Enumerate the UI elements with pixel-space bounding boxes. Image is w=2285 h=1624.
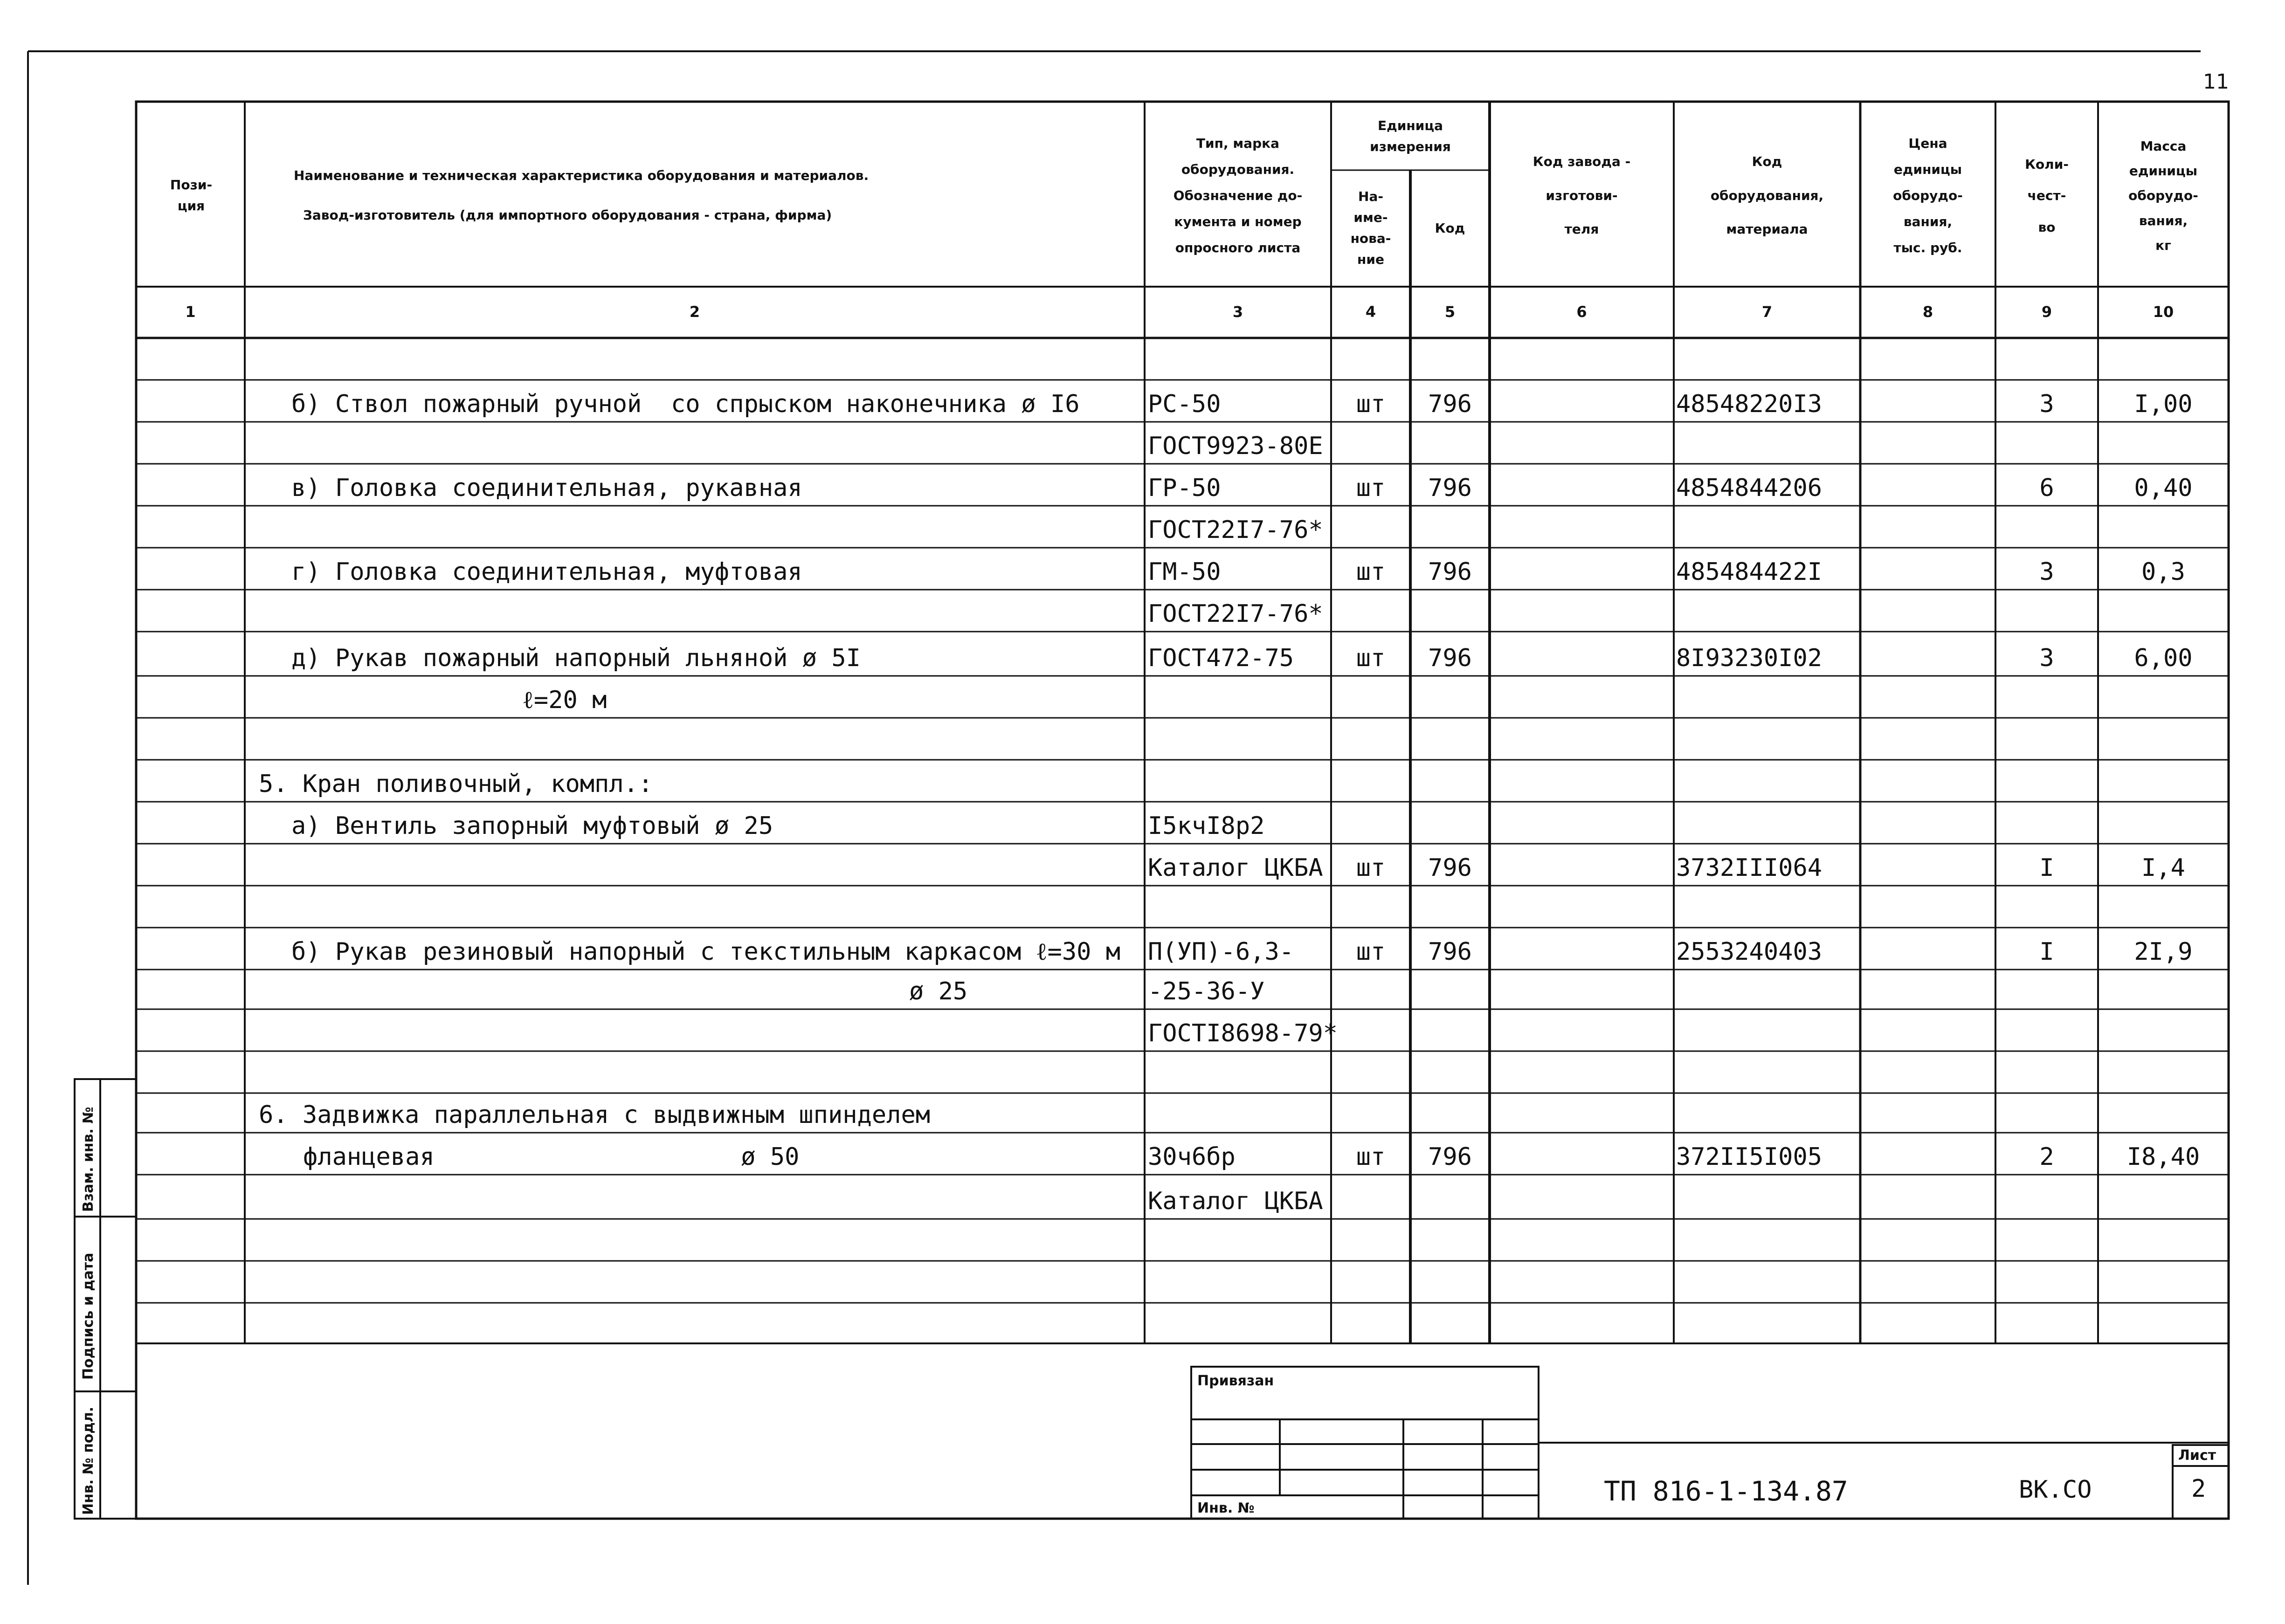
cell-c7-row-7: 8I93230I02 [1676,644,1822,672]
cell-c9-row-14: I [2039,938,2054,966]
header-unit-group: Единица измерения [1370,117,1451,154]
cell-c3-row-16: ГОСТI8698-79* [1148,1019,1338,1047]
cell-c5-row-12: 796 [1428,854,1472,882]
cell-c10-row-19: I8,40 [2126,1143,2200,1171]
cell-c2-row-14: б) Рукав резиновый напорный с текстильным каркасом ℓ=30 м [291,938,1121,966]
cell-c5-row-3: 796 [1428,474,1472,502]
header-factory-code: Код завода - изготови- теля [1533,153,1631,237]
cell-c10-row-7: 6,00 [2134,644,2193,672]
cell-c10-row-5: 0,3 [2141,558,2185,586]
header-equipment-code: Код оборудования, материала [1710,153,1824,237]
cell-c2-row-19: фланцевая ø 50 [303,1143,800,1171]
col-number-5: 5 [1444,303,1456,321]
cell-c3-row-3: ГР-50 [1148,474,1221,502]
cell-c5-row-7: 796 [1428,644,1472,672]
col-number-1: 1 [185,303,196,321]
cell-c5-row-19: 796 [1428,1143,1472,1171]
cell-c5-row-1: 796 [1428,390,1472,418]
cell-c2-row-1: б) Ствол пожарный ручной со спрыском наконечника ø I6 [291,390,1080,418]
cell-c2-row-18: 6. Задвижка параллельная с выдвижным шпинделем [259,1101,931,1129]
header-unit-name: На- име- нова- ние [1350,189,1391,267]
cell-c7-row-19: 372II5I005 [1676,1143,1822,1171]
col-number-6: 6 [1576,303,1587,321]
col-number-2: 2 [689,303,700,321]
cell-c10-row-14: 2I,9 [2134,938,2193,966]
cell-c7-row-3: 4854844206 [1676,474,1822,502]
cell-c2-row-8: ℓ=20 м [522,686,607,714]
stamp-privyazan: Привязан [1197,1373,1274,1389]
cell-c4-row-1: шт [1356,390,1386,418]
header-quantity: Коли- чест- во [2025,157,2069,235]
stamp-inv-no: Инв. № [1197,1500,1255,1516]
cell-c3-row-19: 30ч6бр [1148,1143,1236,1171]
sidebar-inv-podl: Инв. № подл. [80,1406,97,1515]
cell-c3-row-7: ГОСТ472-75 [1148,644,1294,672]
header-position: Пози- ция [170,177,213,213]
header-name: Наименование и техническая характеристика оборудования и материалов. Завод-изготовитель (для импортного оборудования - страна, фирма) [294,168,869,223]
col-number-3: 3 [1232,303,1243,321]
cell-c4-row-7: шт [1356,644,1386,672]
cell-c2-row-11: а) Вентиль запорный муфтовый ø 25 [291,812,773,840]
col-number-9: 9 [2041,303,2052,321]
col-number-10: 10 [2153,303,2174,321]
cell-c9-row-3: 6 [2039,474,2054,502]
stamp-sheet-label: Лист [2178,1447,2216,1464]
cell-c5-row-14: 796 [1428,938,1472,966]
cell-c3-row-2: ГОСТ9923-80Е [1148,432,1323,460]
cell-c3-row-15: -25-36-У [1148,977,1265,1005]
cell-c2-row-10: 5. Кран поливочный, компл.: [259,770,653,798]
stamp-sheet-number: 2 [2191,1475,2206,1503]
cell-c2-row-15: ø 25 [909,977,968,1005]
cell-c4-row-3: шт [1356,474,1386,502]
corner-mark: 11 [2203,70,2229,94]
cell-c9-row-7: 3 [2039,644,2054,672]
cell-c3-row-4: ГОСТ22I7-76* [1148,516,1323,544]
cell-c7-row-12: 3732III064 [1676,854,1822,882]
cell-c4-row-19: шт [1356,1143,1386,1171]
cell-c10-row-3: 0,40 [2134,474,2193,502]
cell-c9-row-1: 3 [2039,390,2054,418]
cell-c3-row-12: Каталог ЦКБА [1148,854,1323,882]
cell-c5-row-5: 796 [1428,558,1472,586]
cell-c7-row-14: 2553240403 [1676,938,1822,966]
cell-c2-row-7: д) Рукав пожарный напорный льняной ø 5I [291,644,861,672]
cell-c2-row-5: г) Головка соединительная, муфтовая [291,558,802,586]
cell-c10-row-12: I,4 [2141,854,2185,882]
header-mass: Масса единицы оборудо- вания, кг [2128,138,2198,253]
cell-c4-row-12: шт [1356,854,1386,882]
header-unit-code: Код [1435,220,1465,236]
cell-c10-row-1: I,00 [2134,390,2193,418]
col-number-4: 4 [1365,303,1376,321]
cell-c3-row-5: ГМ-50 [1148,558,1221,586]
cell-c3-row-14: П(УП)-6,3- [1148,938,1294,966]
col-number-7: 7 [1761,303,1773,321]
header-price: Цена единицы оборудо- вания, тыс. руб. [1893,136,1963,255]
cell-c9-row-5: 3 [2039,558,2054,586]
cell-c3-row-6: ГОСТ22I7-76* [1148,600,1323,628]
cell-c2-row-3: в) Головка соединительная, рукавная [291,474,802,502]
stamp-section: ВК.СО [2019,1476,2092,1504]
cell-c7-row-5: 485484422I [1676,558,1822,586]
cell-c4-row-14: шт [1356,938,1386,966]
col-number-8: 8 [1922,303,1933,321]
stamp-doc-code: ТП 816-1-134.87 [1604,1475,1848,1507]
cell-c3-row-11: I5кчI8р2 [1148,812,1265,840]
cell-c7-row-1: 48548220I3 [1676,390,1822,418]
cell-c3-row-1: РС-50 [1148,390,1221,418]
sidebar-vzam-inv: Взам. инв. № [80,1107,97,1212]
cell-c3-row-20: Каталог ЦКБА [1148,1187,1323,1215]
sidebar-podpis-data: Подпись и дата [80,1252,97,1380]
header-type: Тип, марка оборудования. Обозначение до- кумента и номер опросного листа [1173,136,1303,255]
cell-c4-row-5: шт [1356,558,1386,586]
cell-c9-row-12: I [2039,854,2054,882]
cell-c9-row-19: 2 [2039,1143,2054,1171]
